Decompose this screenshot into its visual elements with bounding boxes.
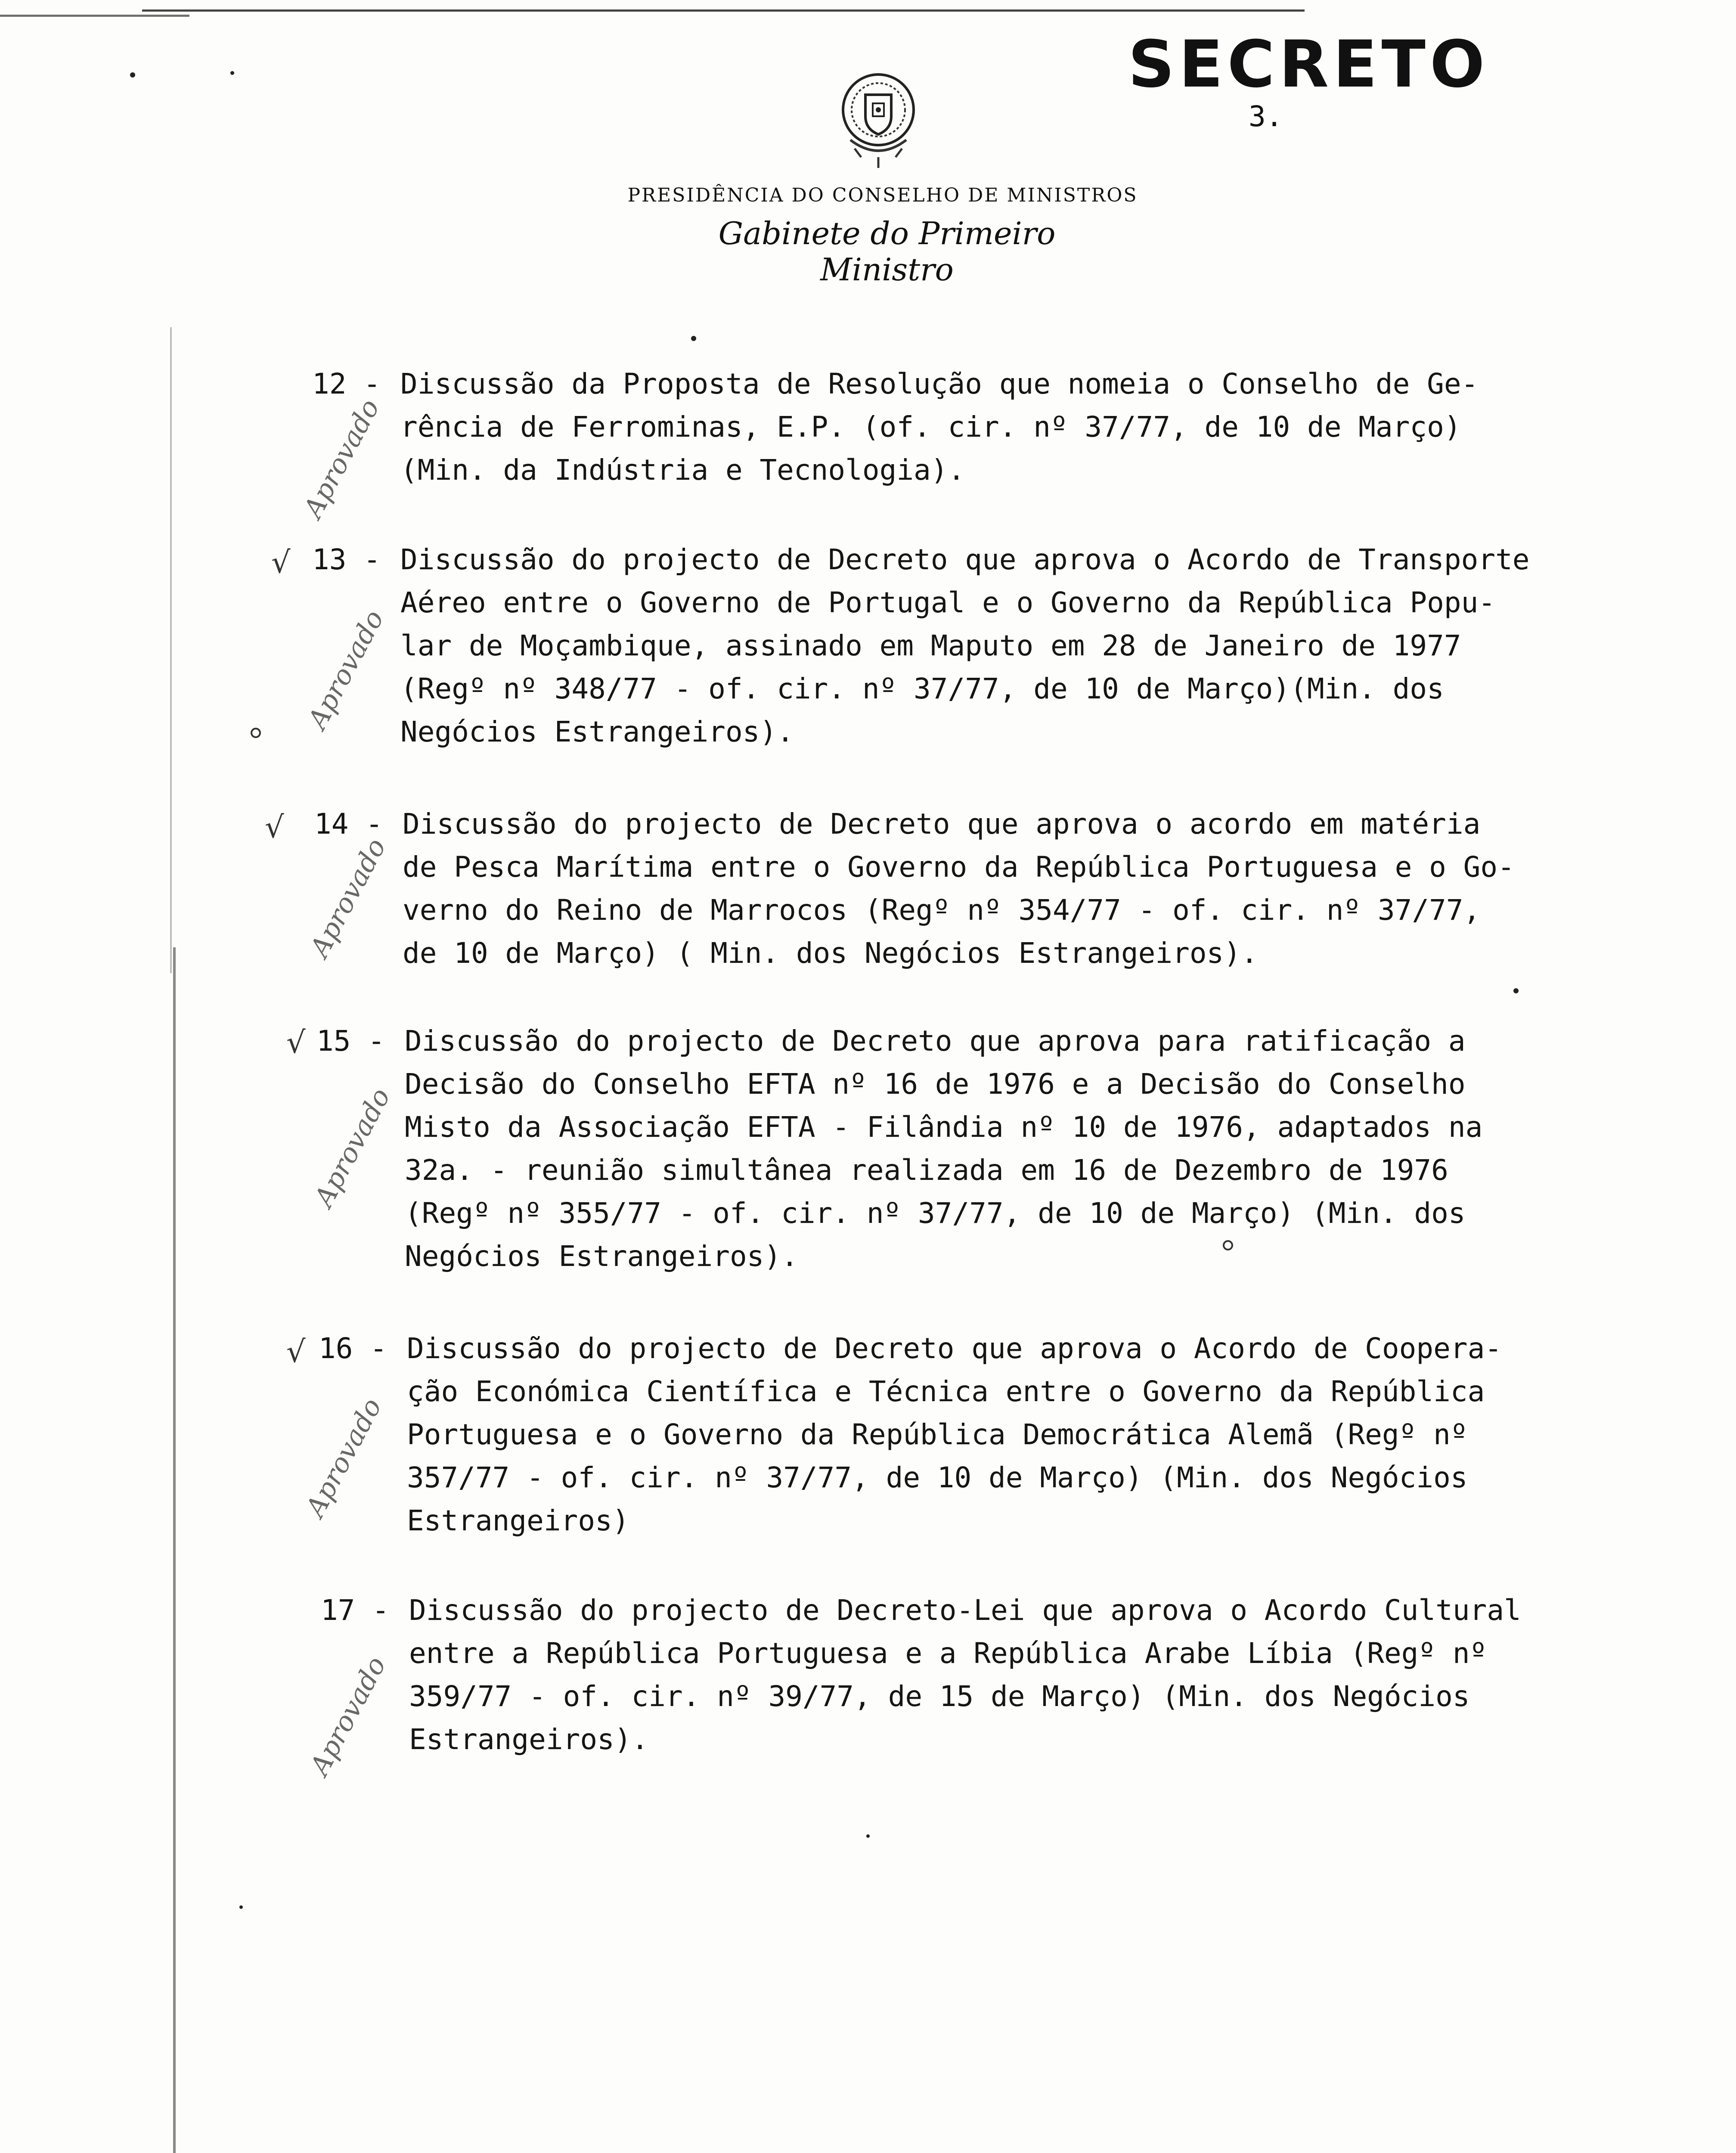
item-text: Discussão do projecto de Decreto que aprova para ratificação a Decisão do Conselho EFTA nº 16 de 1976 e a Decisão do Conselho Misto da Associação EFTA - Filândia nº 10 de 1976, adaptados na 32a. - reunião simultânea realizada em 16 de Dezembro de 1976 (Regº nº 355/77 - of. cir. nº 37/77, de 10 de Março) (Min. dos Negócios Estrangeiros). [405, 1024, 1483, 1273]
scan-speck [691, 336, 696, 341]
item-text: Discussão do projecto de Decreto que aprova o Acordo de Transporte Aéreo entre o Governo de Portugal e o Governo da República Popu- lar de Moçambique, assinado em Maputo em 28 de Janeiro de 1977 (Regº nº 348/77 - of. cir. nº 37/77, de 10 de Março)(Min. dos Negócios Estrangeiros). [400, 543, 1530, 748]
classification-stamp: SECRETO [1128, 27, 1489, 102]
institution-heading: PRESIDÊNCIA DO CONSELHO DE MINISTROS [627, 184, 1138, 206]
handwritten-approval-note: Aprovado [304, 833, 392, 962]
item-text: Discussão da Proposta de Resolução que nomeia o Conselho de Ge- rência de Ferrominas, E.P. (of. cir. nº 37/77, de 10 de Março) (Min. da Indústria e Tecnologia). [400, 367, 1479, 487]
item-number: 16 - [319, 1332, 387, 1365]
scan-speck [239, 1905, 243, 1909]
item-number: 17 - [321, 1594, 389, 1627]
handwritten-approval-note: Aprovado [308, 1083, 397, 1212]
handwritten-approval-note: Aprovado [299, 1393, 388, 1522]
scan-page-edge [170, 327, 172, 973]
checkmark-icon: √ [286, 1025, 306, 1060]
item-text: Discussão do projecto de Decreto que aprova o acordo em matéria de Pesca Marítima entre o Governo da República Portuguesa e o Go- verno do Reino de Marrocos (Regº nº 354/77 - of. cir. nº 37/77, de 10 de Março) ( Min. dos Negócios Estrangeiros). [403, 807, 1515, 970]
item-number: 13 - [312, 543, 381, 576]
scan-speck [251, 728, 261, 738]
scan-speck [130, 72, 135, 78]
item-text: Discussão do projecto de Decreto que aprova o Acordo de Coopera- ção Económica Científica e Técnica entre o Governo da República Portuguesa e o Governo da República Democrática Alemã (Regº nº 357/77 - of. cir. nº 37/77, de 10 de Março) (Min. dos Negócios Estrangeiros) [407, 1332, 1502, 1537]
coat-of-arms-icon [825, 65, 932, 172]
checkmark-icon: √ [265, 810, 284, 845]
scan-border-line [142, 9, 1305, 12]
scan-border-line [0, 15, 189, 17]
item-number: 15 - [316, 1024, 385, 1058]
scan-speck [230, 71, 234, 75]
item-number: 14 - [314, 807, 383, 841]
handwritten-approval-note: Aprovado [297, 394, 386, 523]
handwritten-approval-note: Aprovado [301, 605, 390, 734]
handwritten-approval-note: Aprovado [304, 1651, 392, 1781]
checkmark-icon: √ [271, 545, 291, 580]
cabinet-subheading: Gabinete do Primeiro Ministro [718, 215, 1056, 288]
item-number: 12 - [312, 367, 381, 400]
checkmark-icon: √ [286, 1334, 306, 1369]
scan-page-edge [173, 947, 176, 2153]
scan-speck [866, 1834, 870, 1838]
page-number: 3. [1249, 100, 1283, 133]
item-text: Discussão do projecto de Decreto-Lei que aprova o Acordo Cultural entre a República Portuguesa e a República Arabe Líbia (Regº nº 359/77 - of. cir. nº 39/77, de 15 de Março) (Min. dos Negócios Estrangeiros). [409, 1594, 1521, 1756]
scan-speck [1513, 988, 1519, 993]
